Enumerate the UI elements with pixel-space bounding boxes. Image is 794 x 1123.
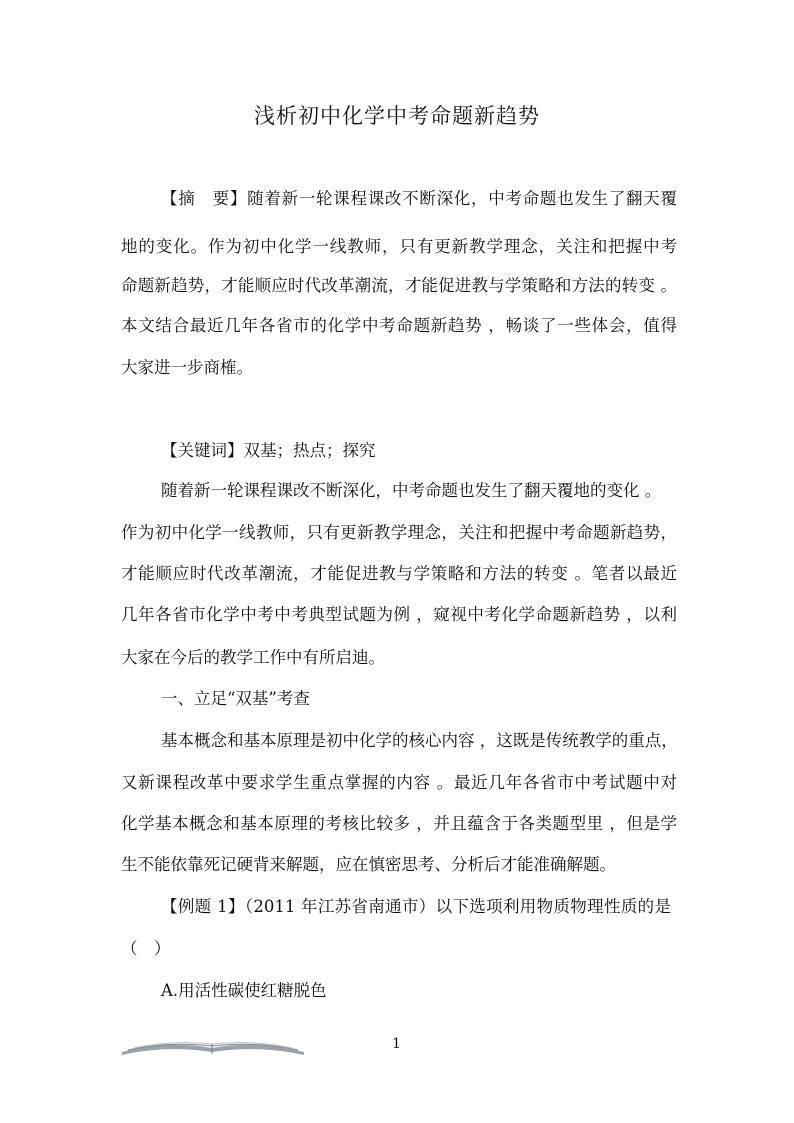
abstract-line-2: 地的变化。作为初中化学一线教师，只有更新教学理念，关注和把握中考 <box>121 237 677 256</box>
section-1-line-1: 基本概念和基本原理是初中化学的核心内容 ，这既是传统教学的重点， <box>161 731 678 750</box>
intro-line-4: 几年各省市化学中考中考典型试题为例 ，窥视中考化学命题新趋势 ，以利 <box>121 605 677 624</box>
abstract-line-5: 大家进一步商榷。 <box>121 358 253 377</box>
book-decoration-icon <box>120 1034 306 1058</box>
intro-line-3: 才能顺应时代改革潮流，才能促进教与学策略和方法的转变 。笔者以最近 <box>121 564 677 583</box>
section-1-heading: 一、立足“双基”考查 <box>161 689 310 708</box>
abstract-line-1: 【摘 要】随着新一轮课程课改不断深化，中考命题也发生了翻天覆 <box>161 189 677 208</box>
example-1-line-2: （ ） <box>121 939 171 958</box>
section-1-line-4: 生不能依靠死记硬背来解题，应在慎密思考、分析后才能准确解题。 <box>121 855 616 874</box>
keywords: 【关键词】双基；热点；探究 <box>161 441 376 460</box>
section-1-line-3: 化学基本概念和基本原理的考核比较多 ，并且蕴含于各类题型里 ，但是学 <box>121 814 677 833</box>
section-1-line-2: 又新课程改革中要求学生重点掌握的内容 。最近几年各省市中考试题中对 <box>121 773 677 792</box>
intro-line-5: 大家在今后的教学工作中有所启迪。 <box>121 648 385 667</box>
example-1-line-1: 【例题 1】（2011 年江苏省南通市）以下选项利用物质物理性质的是 <box>161 897 671 916</box>
page-number: 1 <box>392 1036 401 1052</box>
intro-line-1: 随着新一轮课程课改不断深化，中考命题也发生了翻天覆地的变化 。 <box>161 481 662 500</box>
abstract-line-4: 本文结合最近几年各省市的化学中考命题新趋势 ，畅谈了一些体会，值得 <box>121 316 677 335</box>
intro-line-2: 作为初中化学一线教师，只有更新教学理念，关注和把握中考命题新趋势， <box>121 523 677 542</box>
abstract-line-3: 命题新趋势，才能顺应时代改革潮流，才能促进教与学策略和方法的转变 。 <box>121 276 677 295</box>
document-title: 浅析初中化学中考命题新趋势 <box>254 104 540 128</box>
example-1-option-a: A.用活性碳使红糖脱色 <box>161 981 327 1000</box>
